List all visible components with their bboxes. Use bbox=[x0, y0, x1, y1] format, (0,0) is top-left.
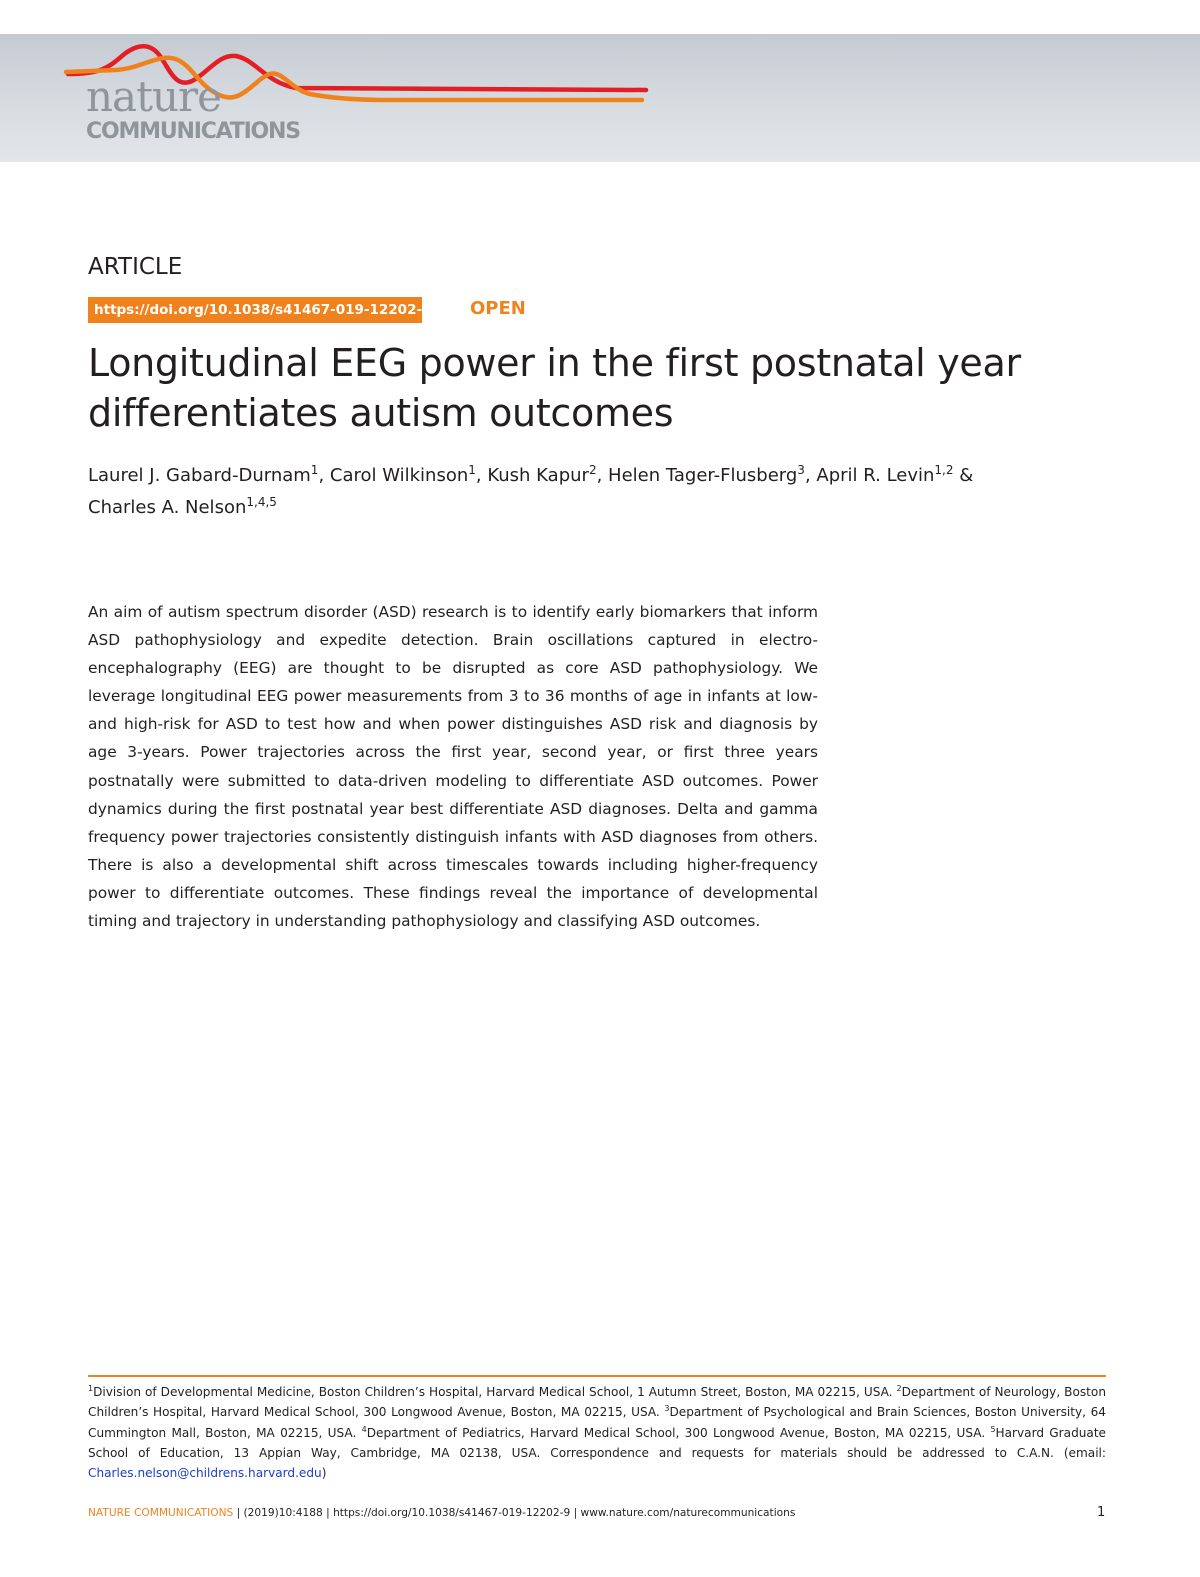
author-affiliation-mark: 1,2 bbox=[934, 463, 954, 477]
author-list: Laurel J. Gabard-Durnam$^1$, Carol Wilkinson$^1$, Kush Kapur$^2$, Helen Tager-Flusberg$^3$, April R. Levin$^{1,2}$ & Charles A. Nelson$^{1,4,5}$ bbox=[88, 463, 974, 518]
affiliation-number: 1 bbox=[88, 1383, 94, 1393]
page-footer bbox=[88, 1507, 848, 1520]
page-number: 1 bbox=[1097, 1505, 1106, 1520]
footer-citation: | (2019)10:4188 | https://doi.org/10.1038/s41467-019-12202-9 | www.nature.com/naturecommunications bbox=[233, 1507, 796, 1519]
affiliations-footnote bbox=[88, 1382, 1106, 1483]
affiliation-text: Harvard Graduate School of Education, 13 Appian Way, Cambridge, MA 02138, USA. bbox=[88, 1425, 1106, 1460]
logo-nature-text: nature bbox=[86, 72, 221, 121]
affiliation-text: Department of Neurology, Boston Children’s Hospital, Harvard Medical School, 300 Longwood Avenue, Boston, MA 02215, USA. bbox=[88, 1385, 1106, 1420]
open-access-label: OPEN bbox=[470, 298, 526, 319]
author-affiliation-mark: 1,4,5 bbox=[246, 495, 277, 509]
footnote-divider bbox=[88, 1375, 1106, 1377]
author-affiliation-mark: 1 bbox=[310, 463, 319, 477]
author-name: April R. Levin bbox=[816, 465, 935, 486]
affiliation-number: 5 bbox=[990, 1424, 996, 1434]
footer-journal-name: NATURE COMMUNICATIONS bbox=[88, 1507, 234, 1519]
affiliation-text: Department of Psychological and Brain Sciences, Boston University, 64 Cummington Mall, Boston, MA 02215, USA. bbox=[88, 1405, 1106, 1440]
author-name: Kush Kapur bbox=[487, 465, 589, 486]
affiliation-number: 2 bbox=[896, 1383, 902, 1393]
author-affiliation-mark: 1 bbox=[468, 463, 476, 477]
author-name: Helen Tager-Flusberg bbox=[608, 465, 798, 486]
author-name: Charles A. Nelson bbox=[88, 497, 247, 518]
correspondence-closing: ) bbox=[321, 1466, 327, 1481]
logo-communications-text: COMMUNICATIONS bbox=[86, 119, 300, 144]
author-name: Laurel J. Gabard-Durnam bbox=[88, 465, 311, 486]
affiliation-text: Division of Developmental Medicine, Boston Children’s Hospital, Harvard Medical School, 1 Autumn Street, Boston, MA 02215, USA. bbox=[93, 1385, 897, 1399]
abstract: An aim of autism spectrum disorder (ASD) research is to identify early biomarkers that inform ASD pathophysiology and expedite detection. Brain oscillations captured in electro-encephalography (EEG) are thought to be disrupted as core ASD pathophysiology. We leverage longitudinal EEG power measurements from 3 to 36 months of age in infants at low- and high-risk for ASD to test how and when power distinguishes ASD risk and diagnosis by age 3-years. Power trajectories across the first year, second year, or first three years postnatally were submitted to data-driven modeling to differentiate ASD outcomes. Power dynamics during the first postnatal year best differentiate ASD diagnoses. Delta and gamma frequency power trajectories consistently distinguish infants with ASD diagnoses from others. There is also a developmental shift across timescales towards including higher-frequency power to differentiate outcomes. These findings reveal the importance of developmental timing and trajectory in understanding pathophysiology and classifying ASD outcomes. bbox=[88, 603, 818, 931]
article-type-label: ARTICLE bbox=[88, 254, 183, 280]
doi-link[interactable]: https://doi.org/10.1038/s41467-019-12202-9 bbox=[88, 297, 422, 323]
affiliation-number: 4 bbox=[361, 1424, 367, 1434]
correspondence-email-link[interactable]: Charles.nelson@childrens.harvard.edu bbox=[88, 1466, 322, 1481]
affiliation-number: 3 bbox=[664, 1404, 670, 1414]
author-affiliation-mark: 3 bbox=[797, 463, 805, 477]
affiliation-text: Department of Pediatrics, Harvard Medical School, 300 Longwood Avenue, Boston, MA 02215, USA. bbox=[366, 1425, 991, 1440]
author-name: Carol Wilkinson bbox=[329, 465, 469, 486]
author-affiliation-mark: 2 bbox=[588, 463, 597, 477]
article-title: Longitudinal EEG power in the first postnatal year differentiates autism outcomes bbox=[88, 341, 1021, 435]
correspondence-text: Correspondence and requests for materials should be addressed to C.A.N. (email: bbox=[550, 1445, 1106, 1460]
